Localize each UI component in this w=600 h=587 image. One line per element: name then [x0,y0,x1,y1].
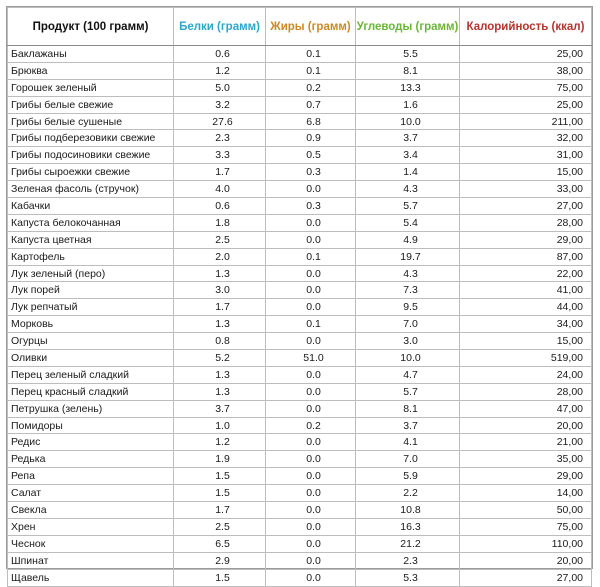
protein-cell: 3.2 [174,96,266,113]
fat-cell: 0.0 [266,518,356,535]
carbs-cell: 2.2 [356,485,460,502]
fat-cell: 0.0 [266,265,356,282]
table-row [8,62,592,79]
calories-cell: 29,00 [460,231,592,248]
carbs-cell: 8.1 [356,400,460,417]
product-name-cell: Брюква [8,62,174,79]
protein-cell: 0.8 [174,333,266,350]
table-row [8,248,592,265]
product-name-cell: Грибы белые сушеные [8,113,174,130]
product-name-cell: Свекла [8,502,174,519]
calories-cell: 519,00 [460,350,592,367]
fat-cell: 0.7 [266,96,356,113]
carbs-cell: 4.3 [356,181,460,198]
table-row [8,502,592,519]
product-name-cell: Баклажаны [8,46,174,63]
product-name-cell: Петрушка (зелень) [8,400,174,417]
header-product: Продукт (100 грамм) [8,8,174,46]
product-name-cell: Салат [8,485,174,502]
table-row [8,417,592,434]
product-name-cell: Капуста белокочанная [8,214,174,231]
fat-cell: 0.0 [266,535,356,552]
fat-cell: 0.3 [266,164,356,181]
table-row [8,569,592,586]
header-protein: Белки (грамм) [174,8,266,46]
table-row [8,198,592,215]
protein-cell: 1.7 [174,502,266,519]
protein-cell: 1.0 [174,417,266,434]
calories-cell: 20,00 [460,417,592,434]
carbs-cell: 16.3 [356,518,460,535]
fat-cell: 0.9 [266,130,356,147]
table-row [8,231,592,248]
carbs-cell: 4.3 [356,265,460,282]
calories-cell: 28,00 [460,383,592,400]
product-name-cell: Картофель [8,248,174,265]
product-name-cell: Перец зеленый сладкий [8,366,174,383]
table-row [8,451,592,468]
product-name-cell: Грибы сыроежки свежие [8,164,174,181]
fat-cell: 0.0 [266,434,356,451]
protein-cell: 1.9 [174,451,266,468]
table-row [8,265,592,282]
protein-cell: 1.7 [174,164,266,181]
carbs-cell: 7.3 [356,282,460,299]
product-name-cell: Шпинат [8,552,174,569]
table-row [8,113,592,130]
carbs-cell: 19.7 [356,248,460,265]
calories-cell: 24,00 [460,366,592,383]
product-name-cell: Помидоры [8,417,174,434]
table-row [8,468,592,485]
calories-cell: 33,00 [460,181,592,198]
carbs-cell: 3.7 [356,130,460,147]
fat-cell: 0.0 [266,333,356,350]
calories-cell: 27,00 [460,569,592,586]
fat-cell: 0.5 [266,147,356,164]
calories-cell: 25,00 [460,46,592,63]
product-name-cell: Грибы подберезовики свежие [8,130,174,147]
protein-cell: 1.5 [174,569,266,586]
protein-cell: 6.5 [174,535,266,552]
carbs-cell: 10.0 [356,113,460,130]
carbs-cell: 2.3 [356,552,460,569]
fat-cell: 0.0 [266,231,356,248]
carbs-cell: 7.0 [356,316,460,333]
fat-cell: 0.2 [266,417,356,434]
protein-cell: 1.3 [174,265,266,282]
protein-cell: 0.6 [174,46,266,63]
protein-cell: 2.5 [174,231,266,248]
fat-cell: 0.1 [266,62,356,79]
calories-cell: 47,00 [460,400,592,417]
product-name-cell: Щавель [8,569,174,586]
table-row [8,130,592,147]
carbs-cell: 9.5 [356,299,460,316]
calories-cell: 38,00 [460,62,592,79]
protein-cell: 2.0 [174,248,266,265]
carbs-cell: 5.3 [356,569,460,586]
product-name-cell: Горошек зеленый [8,79,174,96]
protein-cell: 5.2 [174,350,266,367]
calories-cell: 27,00 [460,198,592,215]
fat-cell: 0.1 [266,316,356,333]
fat-cell: 0.0 [266,552,356,569]
calories-cell: 20,00 [460,552,592,569]
protein-cell: 1.7 [174,299,266,316]
table-row [8,434,592,451]
product-name-cell: Лук порей [8,282,174,299]
product-name-cell: Хрен [8,518,174,535]
calories-cell: 44,00 [460,299,592,316]
calories-cell: 34,00 [460,316,592,333]
table-row [8,316,592,333]
protein-cell: 3.0 [174,282,266,299]
fat-cell: 0.0 [266,299,356,316]
product-name-cell: Репа [8,468,174,485]
product-name-cell: Редька [8,451,174,468]
calories-cell: 22,00 [460,265,592,282]
table-row [8,79,592,96]
calories-cell: 32,00 [460,130,592,147]
carbs-cell: 5.5 [356,46,460,63]
fat-cell: 0.0 [266,282,356,299]
header-row [8,8,592,46]
fat-cell: 0.0 [266,569,356,586]
product-name-cell: Лук зеленый (перо) [8,265,174,282]
carbs-cell: 8.1 [356,62,460,79]
carbs-cell: 4.1 [356,434,460,451]
carbs-cell: 1.6 [356,96,460,113]
carbs-cell: 4.7 [356,366,460,383]
calories-cell: 25,00 [460,96,592,113]
nutrition-table [7,7,592,587]
table-row [8,400,592,417]
calories-cell: 87,00 [460,248,592,265]
protein-cell: 3.3 [174,147,266,164]
protein-cell: 1.3 [174,316,266,333]
fat-cell: 0.1 [266,46,356,63]
protein-cell: 5.0 [174,79,266,96]
table-body [8,46,592,587]
carbs-cell: 21.2 [356,535,460,552]
product-name-cell: Редис [8,434,174,451]
calories-cell: 50,00 [460,502,592,519]
protein-cell: 1.8 [174,214,266,231]
fat-cell: 6.8 [266,113,356,130]
protein-cell: 2.3 [174,130,266,147]
table-row [8,299,592,316]
product-name-cell: Кабачки [8,198,174,215]
calories-cell: 41,00 [460,282,592,299]
table-row [8,383,592,400]
table-row [8,164,592,181]
protein-cell: 27.6 [174,113,266,130]
product-name-cell: Чеснок [8,535,174,552]
table-row [8,46,592,63]
carbs-cell: 5.7 [356,198,460,215]
carbs-cell: 13.3 [356,79,460,96]
fat-cell: 0.3 [266,198,356,215]
calories-cell: 29,00 [460,468,592,485]
fat-cell: 0.1 [266,248,356,265]
carbs-cell: 5.7 [356,383,460,400]
calories-cell: 110,00 [460,535,592,552]
carbs-cell: 3.0 [356,333,460,350]
fat-cell: 0.0 [266,502,356,519]
table-row [8,350,592,367]
table-row [8,518,592,535]
carbs-cell: 3.7 [356,417,460,434]
carbs-cell: 1.4 [356,164,460,181]
carbs-cell: 3.4 [356,147,460,164]
table-row [8,552,592,569]
carbs-cell: 10.8 [356,502,460,519]
protein-cell: 4.0 [174,181,266,198]
protein-cell: 1.2 [174,62,266,79]
product-name-cell: Перец красный сладкий [8,383,174,400]
carbs-cell: 5.4 [356,214,460,231]
table-row [8,535,592,552]
fat-cell: 0.0 [266,468,356,485]
product-name-cell: Морковь [8,316,174,333]
table-row [8,333,592,350]
protein-cell: 2.9 [174,552,266,569]
header-fat: Жиры (грамм) [266,8,356,46]
product-name-cell: Грибы подосиновики свежие [8,147,174,164]
fat-cell: 51.0 [266,350,356,367]
fat-cell: 0.0 [266,451,356,468]
nutrition-table-frame [6,6,593,584]
fat-cell: 0.2 [266,79,356,96]
calories-cell: 28,00 [460,214,592,231]
table-row [8,181,592,198]
product-name-cell: Лук репчатый [8,299,174,316]
carbs-cell: 10.0 [356,350,460,367]
protein-cell: 1.5 [174,485,266,502]
calories-cell: 15,00 [460,333,592,350]
calories-cell: 21,00 [460,434,592,451]
table-row [8,282,592,299]
product-name-cell: Капуста цветная [8,231,174,248]
table-row [8,366,592,383]
product-name-cell: Огурцы [8,333,174,350]
carbs-cell: 4.9 [356,231,460,248]
calories-cell: 14,00 [460,485,592,502]
fat-cell: 0.0 [266,214,356,231]
fat-cell: 0.0 [266,383,356,400]
table-row [8,214,592,231]
fat-cell: 0.0 [266,485,356,502]
product-name-cell: Грибы белые свежие [8,96,174,113]
protein-cell: 0.6 [174,198,266,215]
product-name-cell: Зеленая фасоль (стручок) [8,181,174,198]
protein-cell: 3.7 [174,400,266,417]
carbs-cell: 5.9 [356,468,460,485]
carbs-cell: 7.0 [356,451,460,468]
calories-cell: 75,00 [460,79,592,96]
fat-cell: 0.0 [266,400,356,417]
protein-cell: 1.5 [174,468,266,485]
calories-cell: 31,00 [460,147,592,164]
header-carbs: Углеводы (грамм) [356,8,460,46]
table-row [8,485,592,502]
fat-cell: 0.0 [266,181,356,198]
table-row [8,96,592,113]
protein-cell: 1.3 [174,366,266,383]
calories-cell: 15,00 [460,164,592,181]
protein-cell: 1.2 [174,434,266,451]
calories-cell: 211,00 [460,113,592,130]
product-name-cell: Оливки [8,350,174,367]
calories-cell: 35,00 [460,451,592,468]
table-row [8,147,592,164]
calories-cell: 75,00 [460,518,592,535]
fat-cell: 0.0 [266,366,356,383]
header-calories: Калорийность (ккал) [460,8,592,46]
protein-cell: 2.5 [174,518,266,535]
protein-cell: 1.3 [174,383,266,400]
